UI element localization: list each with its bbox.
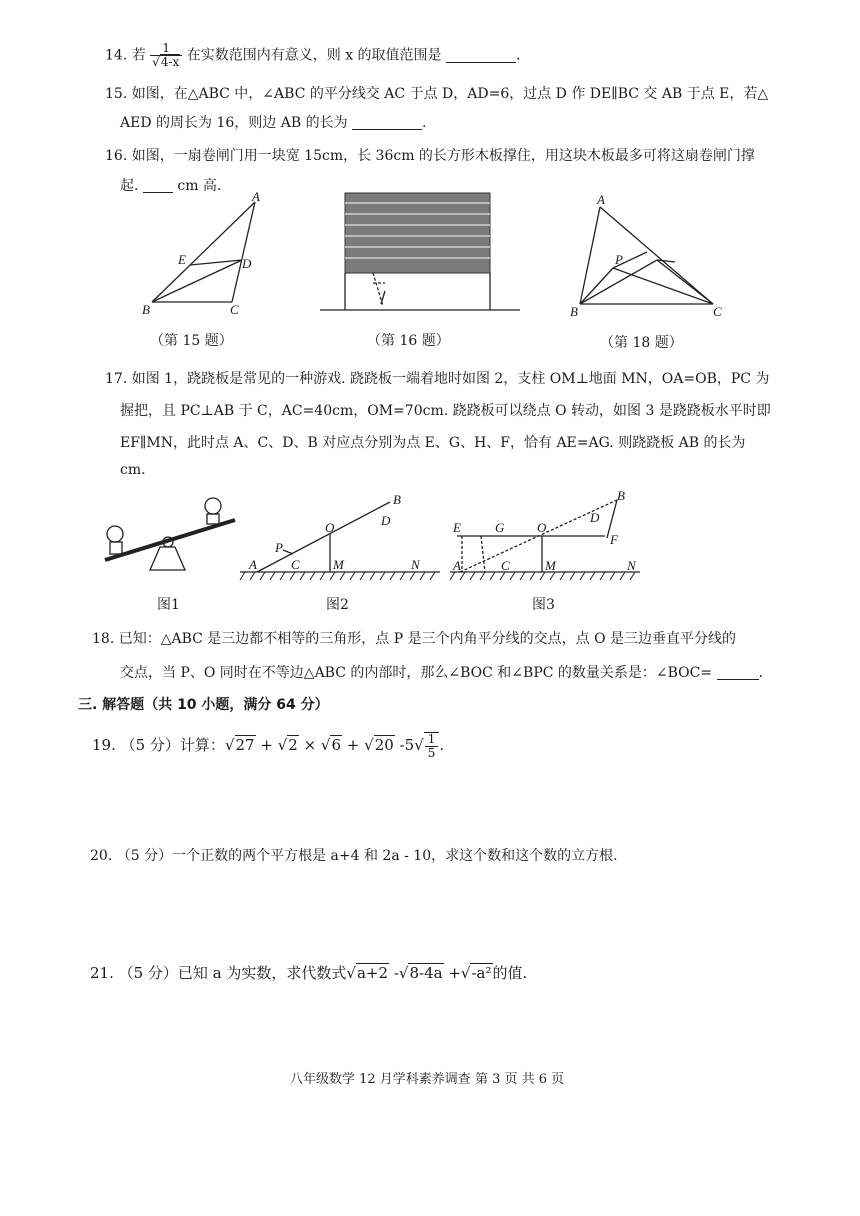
sqrt-symbol: √ [224,736,235,755]
figure-16-caption: （第 16 题） [367,333,450,349]
figure-15 [140,192,270,317]
question-text: AED 的周长为 16，则边 AB 的长为 [120,115,348,131]
question-19 [92,732,444,760]
radicand: 2 [288,736,298,755]
label-b: B [142,302,150,317]
label-a: A [252,192,260,204]
label-c: C [501,558,510,573]
question-text: 起 [120,178,134,194]
operator: - [389,964,399,982]
figure-2-caption: 图2 [326,597,349,613]
question-14: 14. 若 $\frac{1}{√4-x}$ 在实数范围内有意义，则 x 的取值范围是 . [105,41,521,70]
radicand: a+2 [356,964,389,982]
figure-18 [565,192,730,322]
sqrt-symbol: √ [320,736,331,755]
label-f: F [610,532,618,547]
question-15-line-2: AED 的周长为 16，则边 AB 的长为 . [120,115,427,131]
operator: -5 [394,736,415,755]
operator: + [342,736,365,755]
label-b: B [570,304,578,319]
question-17-line-4: cm. [120,462,146,478]
sqrt-symbol: √ [364,736,374,755]
question-15-line-1: 15. 如图，在△ABC 中，∠ABC 的平分线交 AC 于点 D，AD=6，过点 D 作 DE∥BC 交 AB 于点 E，若△ [105,86,769,102]
radicand: 20 [374,736,394,755]
question-text: 交点，当 P、O 同时在不等边△ABC 的内部时，那么∠BOC 和∠BPC 的数量关系是：∠BOC= [120,665,713,681]
fraction-denominator: √4-x [152,55,180,70]
label-p: P [615,252,623,267]
question-text: 21. （5 分）已知 a 为实数，求代数式 [90,964,347,982]
figure-15-caption: （第 15 题） [150,333,233,349]
fraction [424,732,440,760]
sqrt-symbol: √ [460,964,471,982]
question-text: 的值. [492,964,528,982]
page-footer: 八年级数学 12 月学科素养调查 第 3 页 共 6 页 [290,1072,565,1087]
figure-1-caption: 图1 [157,597,180,613]
question-17-line-2: 握把，且 PC⊥AB 于 C，AC=40cm，OM=70cm. 跷跷板可以绕点 O 转动，如图 3 是跷跷板水平时即 [120,403,771,419]
question-20: 20. （5 分）一个正数的两个平方根是 a+4 和 2a - 10，求这个数和这个数的立方根. [90,848,618,864]
label-p: P [275,540,283,555]
label-n: N [411,557,420,572]
figure-3 [445,488,645,588]
label-m: M [333,557,344,572]
figure-1-seesaw [95,492,245,574]
question-text: 若 [131,47,146,64]
label-d: D [590,510,600,525]
question-text: 19. （5 分）计算： [92,736,225,755]
question-17-line-1: 17. 如图 1，跷跷板是常见的一种游戏. 跷跷板一端着地时如图 2，支柱 OM⊥地面 MN，OA=OB，PC 为 [105,371,770,387]
label-e: E [178,252,186,267]
answer-blank[interactable] [717,665,759,680]
question-text: 在实数范围内有意义，则 x 的取值范围是 [186,47,442,64]
label-a: A [453,558,461,573]
label-o: O [325,520,335,535]
answer-blank[interactable] [143,178,173,193]
question-21 [90,962,527,983]
question-18-line-1: 18. 已知：△ABC 是三边都不相等的三角形，点 P 是三个内角平分线的交点，点 O 是三边垂直平分线的 [92,631,736,647]
question-16-line-2: 起. cm 高. [120,178,222,194]
label-o: O [537,520,547,535]
fraction [150,42,182,69]
radicand: 4-x [160,55,180,70]
label-n: N [627,558,636,573]
radicand: 6 [331,736,342,755]
radicand: -a² [471,964,492,982]
label-g: G [495,520,505,535]
figure-18-caption: （第 18 题） [600,335,683,351]
radicand: 27 [235,736,255,755]
question-16-line-1: 16. 如图，一扇卷闸门用一块宽 15cm，长 36cm 的长方形木板撑住，用这块木板最多可将这扇卷闸门撑 [105,148,755,164]
label-a: A [249,557,257,572]
sqrt-symbol: √ [414,736,424,755]
question-18-line-2: 交点，当 P、O 同时在不等边△ABC 的内部时，那么∠BOC 和∠BPC 的数量关系是：∠BOC= . [120,665,764,681]
question-17-line-3: EF∥MN，此时点 A、C、D、B 对应点分别为点 E、G、H、F，恰有 AE=AG. 则跷跷板 AB 的长为 [120,435,746,451]
answer-blank[interactable] [352,115,422,130]
figure-2 [235,492,445,587]
sqrt-symbol: √ [346,964,356,982]
label-m: M [545,558,556,573]
question-number: 14. [105,47,128,64]
radicand: 8-4a [409,964,443,982]
label-c: C [230,302,239,317]
label-b: B [393,492,401,507]
label-e: E [453,520,461,535]
operator: × [298,736,321,755]
figure-16 [315,188,525,316]
fraction-denominator: 5 [427,746,436,761]
fraction-numerator: 1 [150,42,182,56]
punctuation: . [439,736,445,755]
sqrt-symbol: √ [398,964,409,982]
section-title: 三. 解答题（共 10 小题，满分 64 分） [78,697,329,713]
label-b: B [617,488,625,503]
fraction-numerator: 1 [425,733,439,747]
question-text: cm 高. [177,178,222,194]
label-a: A [597,192,605,207]
label-d: D [242,256,252,271]
operator: + [443,964,461,982]
operator: + [255,736,278,755]
label-c: C [291,557,300,572]
figure-3-caption: 图3 [532,597,555,613]
label-d: D [381,513,391,528]
sqrt-symbol: √ [277,736,288,755]
answer-blank[interactable] [446,48,516,63]
label-c: C [713,304,722,319]
